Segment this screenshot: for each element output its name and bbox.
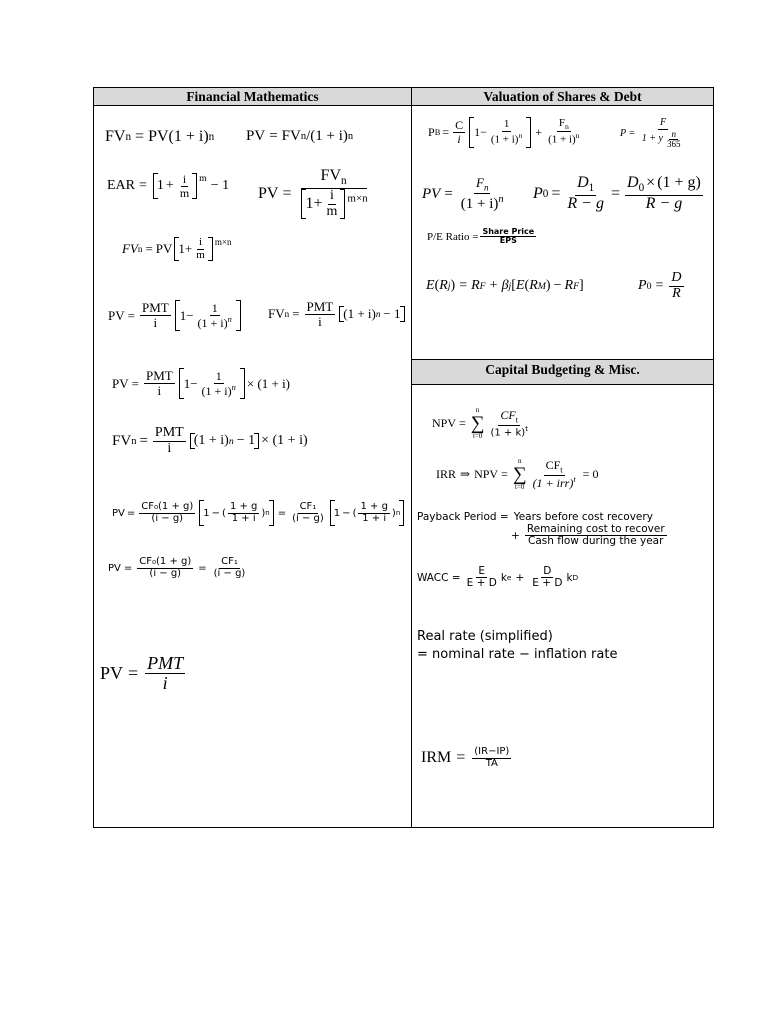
real-rate-label: Real rate (simplified) [417, 629, 553, 644]
numerator: i [330, 187, 334, 203]
paren: (1 + i) [548, 134, 576, 147]
plus: + [489, 278, 498, 293]
sup-n: n [208, 131, 215, 143]
sup-n: n [265, 509, 270, 517]
eq: = [139, 178, 147, 194]
denominator [531, 476, 578, 490]
numerator: PMT [147, 653, 184, 673]
sub-n: n [125, 131, 132, 143]
numerator: E [478, 565, 486, 577]
formula-pv-zero-coupon [422, 176, 508, 213]
denominator: 1 + i [362, 512, 387, 524]
formula-npv [432, 407, 532, 440]
numerator: i [182, 172, 187, 186]
numerator [498, 409, 520, 426]
sum-top: n [517, 457, 522, 465]
npv-symbol: NPV [432, 416, 457, 431]
beta: β [501, 278, 509, 293]
denominator [640, 130, 687, 150]
eq: = [269, 128, 278, 144]
times-one-plus-i: × (1 + i) [246, 375, 291, 391]
numerator: Share Price [482, 227, 535, 236]
bracket [179, 368, 245, 399]
fraction [488, 409, 529, 439]
payback-fraction-line [511, 524, 707, 547]
irm-symbol: IRM [421, 749, 452, 766]
numerator: PMT [154, 425, 184, 440]
times: × [646, 174, 656, 191]
denominator: R − g [567, 194, 604, 212]
formula-ear [107, 173, 229, 199]
numerator: 1 [211, 301, 218, 315]
denominator [488, 426, 529, 439]
numerator: n [671, 128, 676, 139]
zero: 0 [592, 467, 599, 482]
eq: = [127, 307, 135, 323]
ear-symbol: EAR [107, 178, 135, 194]
paren: ) [261, 507, 266, 519]
paren: (1 + i) [460, 196, 499, 213]
fraction [196, 302, 234, 329]
minus: − [480, 124, 487, 139]
paren: (1 + i) [201, 383, 232, 398]
numerator: D [543, 565, 552, 577]
eq: = [198, 562, 207, 574]
sum-bottom: t=0 [515, 483, 525, 492]
sigma: n ∑ t=0 [470, 406, 485, 441]
one: 1 [178, 241, 185, 257]
paren: ( [352, 507, 357, 519]
one-plus-k: (1 + k) [490, 427, 526, 439]
fraction [297, 168, 369, 219]
denominator: 1 + i [231, 512, 256, 524]
r: R [564, 278, 574, 293]
denominator: i [157, 383, 162, 399]
eq: = [629, 128, 635, 140]
eq: = [456, 749, 466, 766]
numerator [625, 175, 703, 196]
fraction-pmt-over-i [140, 301, 171, 329]
formula-growing-annuity [112, 500, 406, 526]
paren: (1 + i) [343, 306, 376, 322]
sub-1: 1 [588, 182, 595, 195]
denominator: R − g [645, 194, 683, 212]
denominator: (i − g) [151, 512, 184, 524]
pv-symbol: PV [108, 562, 121, 574]
sum-top: n [475, 406, 480, 414]
sup-mn: m×n [347, 192, 368, 205]
one: 1 [333, 507, 341, 519]
minus-one: − 1 [210, 178, 230, 194]
denominator: i [167, 440, 172, 456]
fraction [480, 228, 536, 246]
formula-pv-discount [246, 128, 353, 145]
one: 1 [183, 375, 191, 391]
fraction [459, 176, 506, 213]
numerator: CF₁ [299, 501, 317, 512]
denominator [200, 384, 238, 398]
r: R [529, 278, 538, 293]
formula-growing-perpetuity [108, 557, 249, 579]
paren: ( [222, 507, 226, 519]
numerator: Remaining cost to recover [526, 523, 665, 535]
denominator: Cash flow during the year [528, 535, 664, 548]
fraction-pmt-over-i [153, 426, 186, 456]
one: 1 [179, 307, 187, 323]
formula-payback [417, 511, 707, 547]
formula-fv-periodic [122, 237, 232, 261]
fraction-g-over-i [358, 502, 389, 524]
sub-0: 0 [638, 182, 645, 195]
fv-symbol: FV [112, 432, 132, 449]
sub-n: n [284, 309, 290, 320]
pv-symbol: PV [246, 128, 266, 144]
one-plus-irr: (1 + irr) [532, 476, 574, 491]
bracket [199, 500, 273, 526]
pv-symbol: PV [108, 307, 125, 323]
e: E [515, 278, 525, 293]
fraction [200, 370, 238, 397]
fraction [530, 566, 564, 589]
bracket [339, 306, 404, 322]
paren: (1 + i) [193, 433, 229, 449]
formula-fv-annuity [268, 300, 407, 328]
denominator: R [672, 285, 681, 301]
fraction [525, 524, 667, 547]
denominator [459, 194, 506, 213]
formula-discount-price [620, 118, 688, 149]
denominator: i [318, 313, 322, 329]
pv-symbol: PV [422, 185, 441, 202]
sup-n: n [347, 131, 354, 142]
sup-t: t [573, 475, 576, 485]
sup-n: n [395, 509, 401, 517]
irr-symbol: IRR [436, 467, 457, 482]
denominator: m [179, 185, 190, 200]
numerator: CF₀(1 + g) [139, 556, 192, 567]
numerator: PMT [145, 368, 173, 384]
header-valuation: Valuation of Shares & Debt [412, 88, 713, 106]
p-symbol: P [620, 128, 627, 140]
bracket [153, 173, 197, 199]
fraction [137, 557, 193, 579]
numerator: (IR−IP) [474, 746, 510, 757]
fv-symbol: FV [122, 241, 138, 257]
numerator: i [199, 236, 203, 248]
minus: − [186, 307, 194, 323]
fraction [465, 566, 499, 589]
denominator: i [457, 131, 461, 146]
sub-t: t [515, 414, 519, 424]
formula-fv-compound [105, 128, 214, 146]
fraction-pmt-over-i [305, 300, 336, 328]
fv: FV [320, 167, 341, 184]
bracket [469, 117, 531, 148]
fraction [472, 747, 511, 769]
fraction [565, 175, 606, 213]
formula-irm [421, 747, 513, 769]
pv-symbol: PV [258, 184, 279, 202]
numerator: C [455, 118, 464, 133]
eq: = [131, 375, 139, 391]
denominator: (i − g) [149, 567, 182, 579]
payback-line [417, 511, 707, 523]
fraction-i-over-m [325, 189, 340, 219]
fv-symbol: FV [268, 306, 285, 322]
eq: = [442, 124, 450, 139]
minus: − [211, 507, 221, 519]
minus: − [553, 278, 562, 293]
paren: (1 + i) [490, 133, 519, 146]
header-capital-budgeting: Capital Budgeting & Misc. [412, 359, 713, 385]
pv-symbol: PV [112, 507, 125, 519]
sub-t: t [560, 465, 563, 475]
eq: = [292, 306, 300, 322]
sigma: n ∑ t=0 [512, 457, 527, 492]
eq: = [459, 416, 466, 431]
sub-0: 0 [542, 187, 549, 200]
fraction-pmt-over-i [145, 654, 185, 693]
eq: = [123, 562, 133, 574]
eq: = [145, 241, 153, 257]
formula-bond-price [428, 117, 584, 148]
denominator: E + D [466, 577, 497, 590]
sup-mn: m×n [214, 237, 232, 247]
eq: = [610, 184, 621, 202]
npv-symbol: NPV [474, 467, 499, 482]
k: k [500, 571, 507, 584]
formula-wacc [417, 566, 578, 589]
denominator [546, 132, 581, 146]
sup-t: t [525, 424, 528, 433]
numerator [557, 118, 571, 132]
denominator: m [326, 203, 338, 219]
eq: = [135, 128, 145, 145]
sup-m: m [199, 173, 207, 184]
numerator: 1 [215, 369, 222, 383]
fraction [489, 119, 524, 146]
numerator: PMT [306, 299, 334, 314]
one: 1 [203, 507, 210, 519]
plus: + [313, 194, 323, 212]
numerator: D [671, 270, 682, 285]
formula-pv-annuity [108, 300, 243, 331]
pv-symbol: PV [100, 662, 124, 683]
numerator: CF₁ [221, 556, 238, 567]
sup-n: n [375, 309, 381, 320]
numerator: 1 + g [229, 501, 258, 512]
one: 1 [156, 178, 164, 194]
formula-capm: E ( R j ) = R F + β j [ E ( R M ) − R F ] [426, 278, 584, 293]
sum-bottom: t=0 [472, 432, 483, 441]
denominator: EPS [499, 236, 517, 246]
pb-symbol: P [428, 124, 435, 139]
one: 1 [305, 194, 314, 212]
denominator: (i − g) [292, 512, 324, 524]
eq: = [444, 185, 453, 202]
times-one-plus-i: × (1 + i) [261, 433, 308, 449]
plus: + [511, 529, 520, 542]
bracket [175, 300, 241, 331]
pv-symbol: PV [155, 241, 173, 257]
pe-label: P/E Ratio = [427, 230, 479, 243]
eq: = [501, 467, 508, 482]
eq: = [551, 184, 561, 202]
bracket [330, 500, 404, 526]
formula-irr [436, 458, 598, 491]
denominator: i [153, 315, 158, 331]
formula-perpetuity-price [638, 271, 686, 301]
minus: − [342, 507, 351, 519]
fv-symbol: FV [281, 128, 301, 144]
eq: = [126, 507, 136, 519]
one: 1 [474, 124, 481, 139]
one-plus-g: (1 + g) [657, 174, 701, 191]
numerator: 1 + g [360, 501, 388, 512]
numerator: CF₀(1 + g) [141, 501, 194, 512]
sub-0: 0 [646, 280, 652, 292]
sub-n: n [341, 175, 347, 188]
bracket [174, 237, 212, 261]
fraction [531, 459, 578, 490]
numerator: PMT [141, 300, 169, 316]
fraction [640, 118, 687, 149]
fraction-n-365 [665, 130, 683, 150]
numerator [474, 176, 491, 194]
d: D [627, 174, 639, 191]
sub-e: e [506, 573, 512, 583]
fraction-i-over-m [194, 237, 207, 261]
implies: ⇒ [460, 467, 471, 482]
fv-symbol: FV [105, 128, 126, 145]
sup-n: n [498, 194, 504, 206]
eq: = [282, 184, 292, 202]
denominator [489, 132, 524, 146]
payback-label: Payback Period = [417, 511, 509, 523]
sub-n: n [564, 122, 569, 132]
minus-one: − 1 [236, 433, 256, 449]
p-symbol: P [533, 184, 543, 202]
fraction-fn [546, 118, 581, 146]
e: E [426, 278, 435, 293]
sup-n: n [575, 131, 580, 141]
denominator: m [196, 248, 205, 261]
denominator: (i − g) [213, 567, 246, 579]
eq: = [277, 507, 287, 519]
numerator: F [660, 117, 667, 128]
sup-n: n [227, 314, 232, 324]
fraction [625, 175, 703, 213]
fraction-pmt-over-i [144, 369, 175, 397]
sub-b: B [434, 127, 441, 137]
sup-n: n [518, 130, 523, 140]
eq: = [139, 432, 148, 449]
formula-real-rate [417, 628, 617, 664]
formula-pv-annuity-due [112, 368, 290, 399]
numerator: 1 [503, 118, 510, 130]
formula-fv-annuity-due [112, 426, 308, 456]
denominator: TA [485, 757, 498, 769]
nominal-minus-inflation: = nominal rate − inflation rate [417, 647, 618, 662]
pv-open: PV(1 + i) [148, 128, 209, 145]
bracket [190, 433, 259, 449]
sub-n: n [300, 131, 307, 142]
k: k [566, 571, 573, 584]
eq: = [655, 278, 664, 294]
eq: = [582, 467, 590, 482]
r: R [439, 278, 448, 293]
formula-gordon-growth [533, 175, 705, 213]
sup-n: n [228, 435, 234, 447]
f: F [475, 175, 484, 190]
fraction [139, 502, 195, 524]
sub-n: n [483, 182, 489, 193]
numerator [575, 175, 596, 196]
cf: CF [500, 407, 516, 422]
minus: − [190, 375, 198, 391]
plus: + [165, 178, 174, 194]
wacc-label: WACC = [417, 571, 461, 584]
f: F [558, 117, 565, 130]
sub-n: n [137, 244, 143, 255]
bracket [301, 189, 345, 219]
eq: = [128, 662, 139, 683]
d: D [577, 174, 589, 191]
fraction [212, 557, 248, 579]
numerator [544, 459, 565, 476]
over-paren: /(1 + i) [306, 128, 348, 144]
one-plus-y: 1 + y [641, 133, 663, 145]
pv-symbol: PV [112, 375, 129, 391]
fraction-i-over-m [178, 173, 191, 199]
p-symbol: P [638, 278, 647, 294]
header-financial-mathematics: Financial Mathematics [94, 88, 411, 106]
denominator [196, 316, 234, 330]
eq: = [459, 278, 468, 293]
sub-d: D [572, 573, 579, 583]
r: R [471, 278, 480, 293]
fraction-g-over-i [228, 502, 259, 524]
denominator: i [162, 672, 168, 693]
cf: CF [545, 458, 561, 473]
fraction [290, 502, 326, 524]
fraction [669, 271, 683, 301]
plus: + [535, 124, 543, 139]
minus-one: − 1 [383, 306, 401, 322]
years-before: Years before cost recovery [513, 511, 653, 523]
formula-pv-periodic [258, 168, 372, 219]
numerator [301, 168, 367, 189]
fraction-c-over-i [453, 119, 465, 145]
paren: ) [391, 507, 396, 519]
column-divider [411, 88, 412, 827]
denominator [297, 189, 369, 219]
paren: (1 + i) [197, 315, 228, 330]
sub-n: n [131, 435, 137, 447]
formula-perpetuity [100, 654, 187, 693]
denominator: E + D [532, 577, 563, 590]
plus: + [184, 241, 193, 257]
plus: + [515, 571, 525, 584]
sup-n: n [231, 382, 236, 392]
denominator: 365 [666, 138, 681, 149]
formula-pe-ratio [427, 228, 538, 246]
